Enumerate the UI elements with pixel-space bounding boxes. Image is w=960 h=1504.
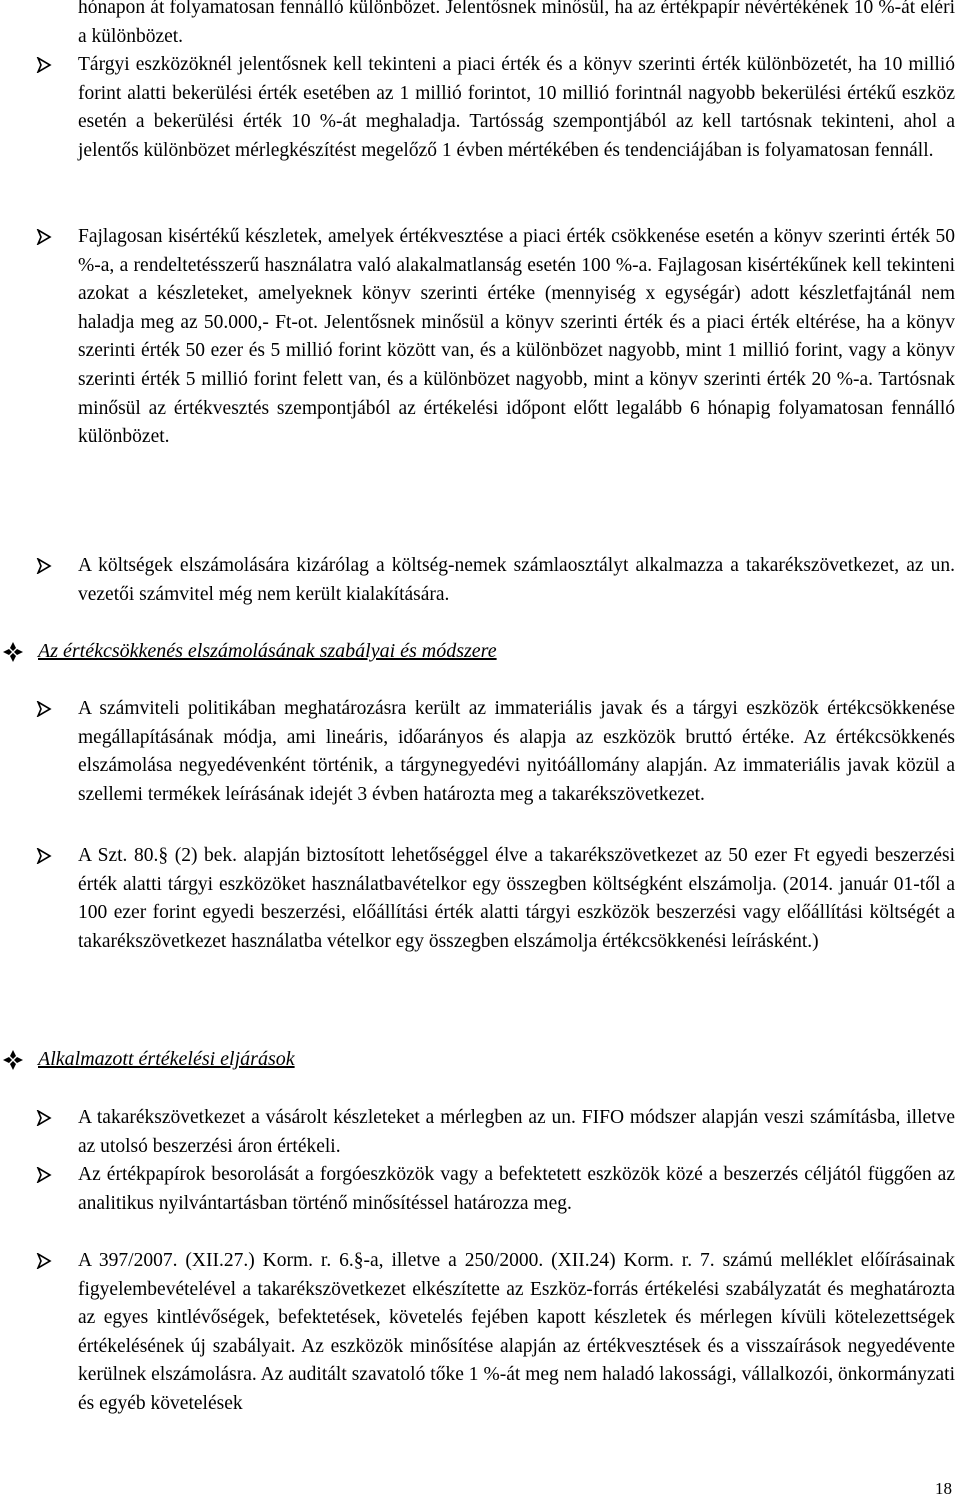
arrow-bullet-icon (36, 1104, 58, 1132)
arrow-bullet-icon (36, 552, 58, 580)
section-heading: Az értékcsökkenés elszámolásának szabályai és módszere (38, 640, 497, 662)
list-item (78, 842, 955, 956)
arrow-bullet-icon (36, 695, 58, 723)
list-item (78, 223, 955, 452)
list-item-text: A költségek elszámolására kizárólag a költség-nemek számlaosztályt alkalmazza a takarékszövetkezet, az un. vezetői számvitel még nem került kialakítására. (78, 555, 955, 605)
section-heading: Alkalmazott értékelési eljárások (38, 1048, 295, 1070)
list-item (78, 1104, 955, 1161)
list-item (78, 1247, 955, 1419)
arrow-bullet-icon (36, 51, 58, 79)
continued-paragraph: hónapon át folyamatosan fennálló különbözet. Jelentősnek minősül, ha az értékpapír névértékének 10 %-át eléri a különbözet. (78, 0, 955, 47)
list-item (78, 51, 955, 165)
diamond-bullet-icon (2, 1049, 24, 1071)
list-item-text: Tárgyi eszközöknél jelentősnek kell tekinteni a piaci érték és a könyv szerinti érték különbözetét, ha 10 millió forint alatti bekerülési érték esetében az 1 millió forintot, 10 millió forintnál nagyobb bekerülési értékű eszköz esetén a bekerülési érték 10 %-át meghaladja. Tartósság szempontjából az kell tartósnak tekinteni, ahol a jelentős különbözet mérlegkészítést megelőző 1 évben mértékében és tendenciájában is folyamatosan fennáll. (78, 54, 955, 161)
list-item-text: A Szt. 80.§ (2) bek. alapján biztosított lehetőséggel élve a takarékszövetkezet az 50 ezer Ft egyedi beszerzési érték alatti tárgyi eszközöket használatbavételkor egy összegben költségként elszámolja. (2014. január 01-től a 100 ezer forint egyedi beszerzési, előállítási érték alatti tárgyi eszközök beszerzési vagy előállítási költségét a takarékszövetkezet használatba vételkor egy összegben elszámolja értékcsökkenési leírásként.) (78, 845, 955, 952)
list-item-text: A takarékszövetkezet a vásárolt készleteket a mérlegben az un. FIFO módszer alapján veszi számításba, illetve az utolsó beszerzési áron értékeli. (78, 1107, 955, 1157)
page-number: 18 (935, 1479, 952, 1498)
list-item (78, 695, 955, 809)
arrow-bullet-icon (36, 1161, 58, 1189)
arrow-bullet-icon (36, 1247, 58, 1275)
diamond-bullet-icon (2, 641, 24, 663)
list-item-text: Az értékpapírok besorolását a forgóeszközök vagy a befektetett eszközök közé a beszerzés céljától függően az analitikus nyilvántartásban történő minősítéssel határozza meg. (78, 1164, 955, 1214)
list-item (78, 552, 955, 609)
arrow-bullet-icon (36, 223, 58, 251)
list-item-text: A 397/2007. (XII.27.) Korm. r. 6.§-a, illetve a 250/2000. (XII.24) Korm. r. 7. számú melléklet előírásainak figyelembevételével a takarékszövetkezet elkészítette az Eszköz-forrás értékelési szabályzatát és meghatározta az egyes kintlévőségek, befektetések, követelés fejében kapott készletek és mérlegen kívüli kötelezettségek értékelésének új szabályait. Az eszközök minősítése alapján az értékvesztések és a visszaírások negyedévente kerülnek elszámolásra. Az auditált szavatoló tőke 1 %-át meg nem haladó lakossági, vállalkozói, önkormányzati és egyéb követelések (78, 1250, 955, 1414)
list-item (78, 1161, 955, 1218)
arrow-bullet-icon (36, 842, 58, 870)
list-item-text: A számviteli politikában meghatározásra került az immateriális javak és a tárgyi eszközök értékcsökkenése megállapításának módja, ami lineáris, időarányos és alapja az eszközök bruttó értéke. Az értékcsökkenés elszámolása negyedévenként történik, a tárgynegyedévi nyitóállomány alapján. Az immateriális javak közül a szellemi termékek leírásának idejét 3 évben határozta meg a takarékszövetkezet. (78, 698, 955, 805)
list-item-text: Fajlagosan kisértékű készletek, amelyek értékvesztése a piaci érték csökkenése esetén a könyv szerinti érték 50 %-a, a rendeltetésszerű használatra való alakalmatlanság esetén 100 %-a. Fajlagosan kisértékűnek kell tekinteni azokat a készleteket, amelyeknek könyv szerinti értéke (mennyiség x egységár) adott készletfajtánál nem haladja meg az 50.000,- Ft-ot. Jelentősnek minősül a könyv szerinti érték és a piaci érték eltérése, ha a könyv szerinti érték 50 ezer és 5 millió forint között van, és a különbözet nagyobb, mint 1 millió forint, vagy a könyv szerinti érték 5 millió forint felett van, és a különbözet nagyobb, mint a könyv szerinti érték 20 %-a. Tartósnak minősül az értékvesztés szempontjából az értékelési időpont előtt legalább 6 hónapig folyamatosan fennálló különbözet. (78, 226, 955, 448)
